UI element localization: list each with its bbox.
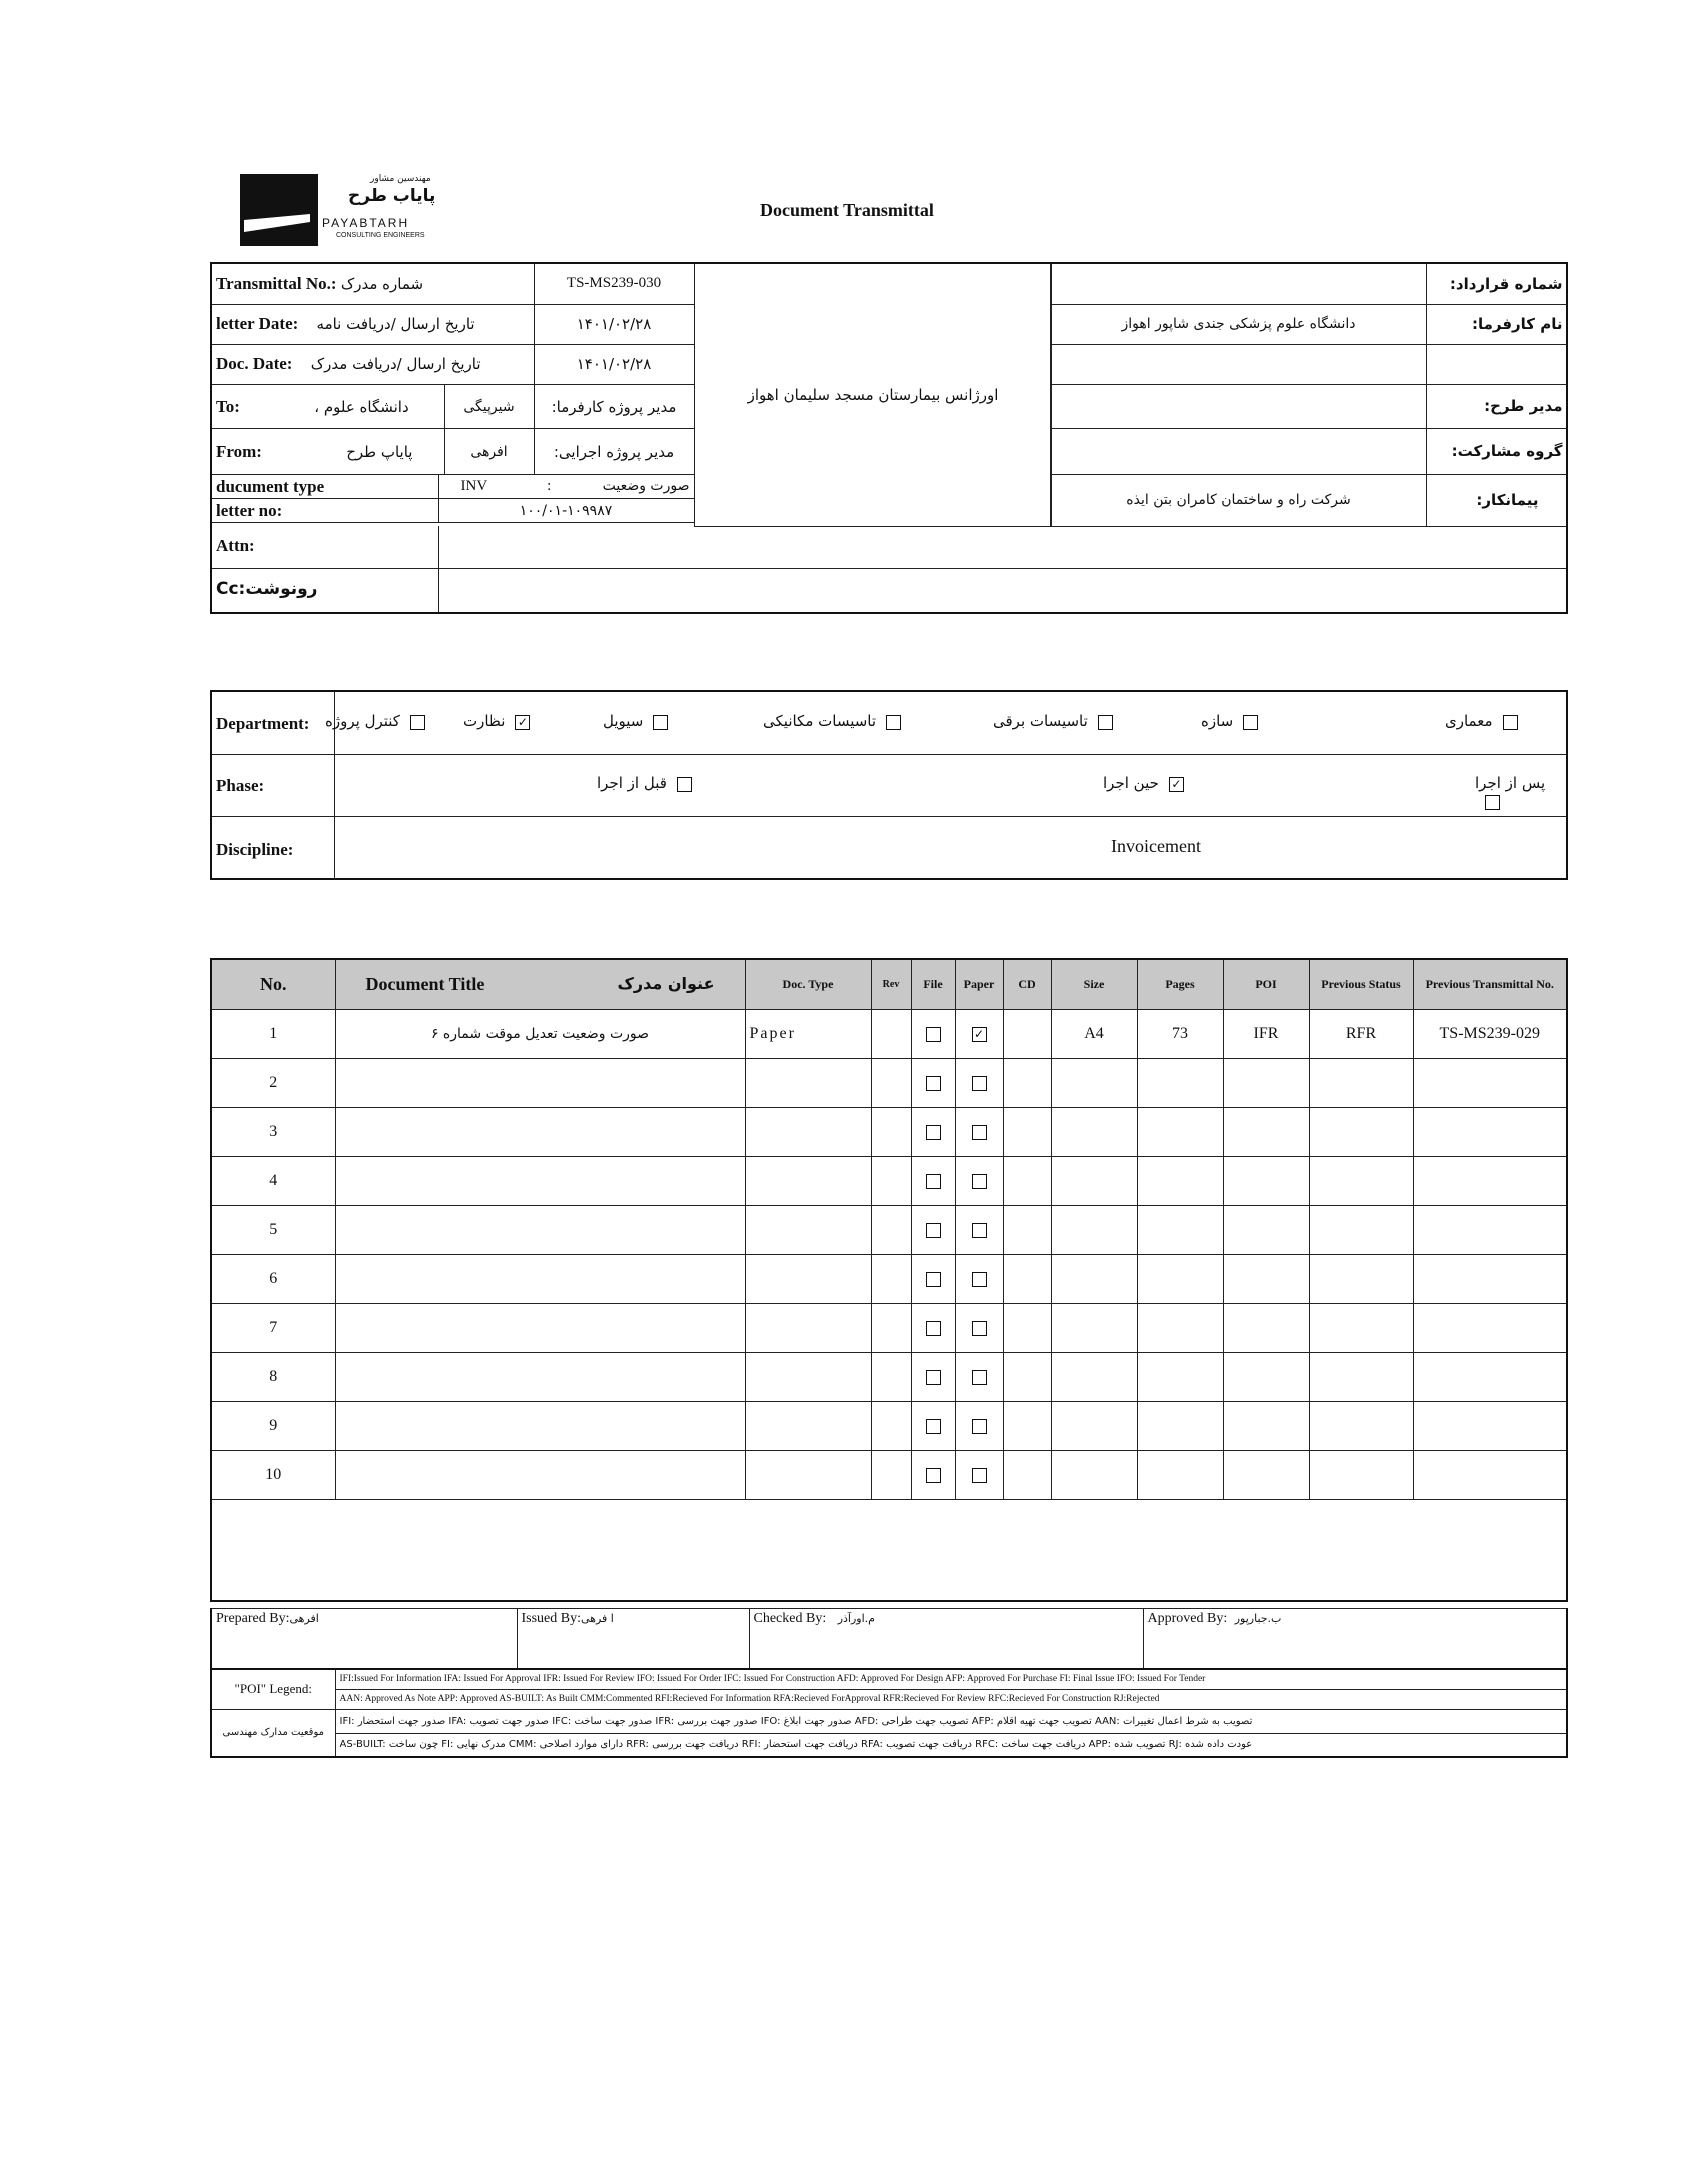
attn-value — [438, 526, 1567, 568]
cell-paper[interactable] — [955, 1401, 1003, 1450]
department-option-label: تاسیسات برقی — [993, 712, 1088, 730]
cell-size — [1051, 1058, 1137, 1107]
col-size: Size — [1051, 959, 1137, 1009]
phase-option[interactable] — [1475, 774, 1567, 811]
approved-by-cell — [1143, 1609, 1567, 1669]
to-cell — [212, 385, 444, 429]
paper-checkbox[interactable] — [972, 1076, 987, 1091]
cell-doc-type — [745, 1058, 871, 1107]
cell-rev — [871, 1058, 911, 1107]
file-checkbox[interactable] — [926, 1272, 941, 1287]
cell-poi — [1223, 1254, 1309, 1303]
header-to-from-table — [212, 384, 695, 475]
prepared-by-cell — [211, 1609, 517, 1669]
poi-legend-label: "POI" Legend: — [211, 1669, 335, 1709]
documents-table — [210, 958, 1568, 1602]
issued-by-cell — [517, 1609, 749, 1669]
logo-fa-top: مهندسین مشاور — [370, 174, 431, 184]
cell-paper[interactable] — [955, 1205, 1003, 1254]
approved-by-name: ب.جبارپور — [1234, 1612, 1282, 1625]
legend-line-1: IFI:Issued For Information IFA: Issued For Approval IFR: Issued For Review IFO: Issued For Order IFC: Issued For Construction AFD: Approved For Design AFP: Approved For Purchase FI: Final Issue IFO: Issued For Tender — [335, 1669, 1567, 1689]
paper-checkbox[interactable] — [972, 1223, 987, 1238]
table-row — [211, 1450, 1567, 1499]
cell-file[interactable] — [911, 1401, 955, 1450]
cell-size — [1051, 1205, 1137, 1254]
cell-cd — [1003, 1254, 1051, 1303]
department-option-label: سازه — [1201, 712, 1234, 730]
cell-no: 5 — [211, 1205, 335, 1254]
cell-cd — [1003, 1303, 1051, 1352]
cell-file[interactable] — [911, 1352, 955, 1401]
cell-pages — [1137, 1450, 1223, 1499]
cell-poi — [1223, 1058, 1309, 1107]
discipline-value: Invoicement — [1111, 836, 1201, 856]
doc-date-label: Doc. Date: — [216, 354, 293, 373]
transmittal-no-value: TS-MS239-030 — [534, 264, 694, 304]
col-rev: Rev — [871, 959, 911, 1009]
cell-prev-status — [1309, 1107, 1413, 1156]
cell-prev-status: RFR — [1309, 1009, 1413, 1058]
cell-size — [1051, 1107, 1137, 1156]
cell-file[interactable] — [911, 1205, 955, 1254]
cell-title — [335, 1156, 745, 1205]
cell-doc-type — [745, 1352, 871, 1401]
legend-table — [210, 1668, 1568, 1758]
letter-date-fa: تاریخ ارسال /دریافت نامه — [316, 315, 475, 333]
cell-title — [335, 1352, 745, 1401]
cell-poi — [1223, 1156, 1309, 1205]
cell-prev-status — [1309, 1352, 1413, 1401]
legend-line-2: AAN: Approved As Note APP: Approved AS-BUILT: As Built CMM:Commented RFI:Recieved For Information RFA:Recieved ForApproval RFR:Recieved For Review RFC:Recieved For Construction RJ:Rejected — [335, 1689, 1567, 1709]
cell-size: A4 — [1051, 1009, 1137, 1058]
cell-size — [1051, 1401, 1137, 1450]
attn-row — [212, 526, 1566, 569]
cell-size — [1051, 1352, 1137, 1401]
cc-value — [438, 568, 1567, 612]
doc-type-cell — [438, 475, 694, 499]
col-doc-type: Doc. Type — [745, 959, 871, 1009]
transmittal-no-fa: شماره مدرک — [340, 274, 424, 293]
logo-mark-icon — [240, 174, 318, 246]
cell-poi: IFR — [1223, 1009, 1309, 1058]
classification-block — [210, 690, 1568, 880]
table-row — [211, 1401, 1567, 1450]
phase-row — [212, 754, 1566, 817]
issued-by-label: Issued By: — [521, 1611, 581, 1626]
cell-doc-type — [745, 1401, 871, 1450]
cell-file[interactable] — [911, 1303, 955, 1352]
cell-no: 2 — [211, 1058, 335, 1107]
cell-cd — [1003, 1009, 1051, 1058]
file-checkbox[interactable] — [926, 1370, 941, 1385]
header-block — [210, 262, 1568, 614]
col-prev-transmittal: Previous Transmittal No. — [1413, 959, 1567, 1009]
cell-paper[interactable] — [955, 1352, 1003, 1401]
phase-option-label: قبل از اجرا — [597, 774, 667, 792]
phase-option[interactable] — [597, 774, 692, 793]
cell-file[interactable] — [911, 1058, 955, 1107]
legend-line-4: AS-BUILT: چون ساخت FI: مدرک نهایی CMM: دارای موارد اصلاحی RFR: دریافت جهت بررسی RFI: دریافت جهت استحضار RFA: دریافت جهت تصویب RFC: دریافت جهت ساخت APP: تصویب شده RJ: عودت داده شده — [335, 1733, 1567, 1757]
cell-prev-transmittal — [1413, 1107, 1567, 1156]
cell-title — [335, 1254, 745, 1303]
blank-row-right — [1427, 344, 1567, 384]
from-role: مدیر پروژه اجرایی: — [534, 429, 694, 475]
discipline-cell — [334, 816, 1567, 878]
paper-checkbox[interactable] — [972, 1419, 987, 1434]
department-option-label: سیویل — [603, 712, 644, 730]
cell-paper[interactable] — [955, 1254, 1003, 1303]
col-poi: POI — [1223, 959, 1309, 1009]
cell-rev — [871, 1156, 911, 1205]
department-option[interactable] — [463, 712, 530, 731]
designer-label: مدیر طرح: — [1427, 384, 1567, 428]
transmittal-no-label: Transmittal No.: — [216, 273, 337, 293]
cell-title — [335, 1450, 745, 1499]
to-label: To: — [216, 396, 240, 416]
attn-label: Attn: — [216, 536, 255, 555]
cell-poi — [1223, 1205, 1309, 1254]
col-paper: Paper — [955, 959, 1003, 1009]
documents-header-row — [211, 959, 1567, 1009]
paper-checkbox[interactable] — [972, 1174, 987, 1189]
cell-title — [335, 1107, 745, 1156]
page-title: Document Transmittal — [760, 200, 934, 220]
cell-doc-type — [745, 1450, 871, 1499]
department-label: Department: — [216, 714, 310, 733]
cell-prev-status — [1309, 1303, 1413, 1352]
cell-rev — [871, 1450, 911, 1499]
prepared-by-name: افرهی — [289, 1612, 319, 1625]
signatures-table — [210, 1608, 1568, 1670]
project-name: اورژانس بیمارستان مسجد سلیمان اهواز — [694, 264, 1052, 527]
cell-pages — [1137, 1205, 1223, 1254]
department-checkbox[interactable] — [410, 715, 425, 730]
department-checkbox[interactable] — [1243, 715, 1258, 730]
cell-size — [1051, 1450, 1137, 1499]
phase-options — [334, 754, 1567, 816]
doc-type-label: ducument type — [212, 475, 438, 499]
cell-prev-status — [1309, 1205, 1413, 1254]
cell-prev-status — [1309, 1058, 1413, 1107]
documents-body — [211, 1009, 1567, 1499]
paper-checkbox[interactable] — [972, 1272, 987, 1287]
doc-type-code: INV — [460, 478, 488, 494]
cell-poi — [1223, 1107, 1309, 1156]
file-checkbox[interactable] — [926, 1174, 941, 1189]
cell-title — [335, 1401, 745, 1450]
client-value: دانشگاه علوم پزشکی جندی شاپور اهواز — [1051, 304, 1427, 344]
designer-value — [1051, 384, 1427, 428]
letter-date-value: ۱۴۰۱/۰۲/۲۸ — [534, 304, 694, 344]
col-prev-status: Previous Status — [1309, 959, 1413, 1009]
cell-paper[interactable] — [955, 1156, 1003, 1205]
to-value: دانشگاه علوم ، — [314, 397, 409, 416]
cell-title — [335, 1058, 745, 1107]
cell-no: 8 — [211, 1352, 335, 1401]
cell-poi — [1223, 1401, 1309, 1450]
cell-no: 4 — [211, 1156, 335, 1205]
cell-prev-transmittal — [1413, 1352, 1567, 1401]
doc-date-fa: تاریخ ارسال /دریافت مدرک — [310, 355, 481, 373]
doc-type-sep: : — [547, 478, 552, 494]
cell-rev — [871, 1303, 911, 1352]
cell-prev-transmittal — [1413, 1156, 1567, 1205]
table-row — [211, 1009, 1567, 1058]
logo-fa-name: پایاب طرح — [348, 186, 436, 206]
file-checkbox[interactable] — [926, 1125, 941, 1140]
notes-cell — [211, 1499, 1567, 1601]
department-options — [325, 692, 1567, 754]
letter-date-label-cell — [212, 304, 534, 344]
cell-title — [335, 1303, 745, 1352]
cell-title: صورت وضعیت تعدیل موقت شماره ۶ — [335, 1009, 745, 1058]
col-title — [335, 959, 745, 1009]
cell-no: 1 — [211, 1009, 335, 1058]
cell-doc-type — [745, 1254, 871, 1303]
to-person: شیرپیگی — [444, 385, 534, 429]
department-option[interactable] — [1445, 712, 1518, 731]
cell-pages — [1137, 1352, 1223, 1401]
cell-pages — [1137, 1303, 1223, 1352]
cell-cd — [1003, 1156, 1051, 1205]
cc-row — [212, 568, 1566, 612]
col-no: No. — [211, 959, 335, 1009]
cell-prev-status — [1309, 1450, 1413, 1499]
department-checkbox[interactable] — [1503, 715, 1518, 730]
cell-pages — [1137, 1156, 1223, 1205]
to-role: مدیر پروژه کارفرما: — [534, 385, 694, 429]
letter-date-label: letter Date: — [216, 314, 299, 333]
cell-doc-type: Paper — [745, 1009, 871, 1058]
from-value: پایاپ طرح — [346, 442, 413, 461]
cell-prev-status — [1309, 1254, 1413, 1303]
col-file: File — [911, 959, 955, 1009]
cell-cd — [1003, 1401, 1051, 1450]
discipline-row — [212, 816, 1566, 878]
paper-checkbox[interactable] — [972, 1468, 987, 1483]
cell-paper[interactable] — [955, 1450, 1003, 1499]
cell-paper[interactable] — [955, 1058, 1003, 1107]
cell-paper[interactable] — [955, 1107, 1003, 1156]
doc-date-value: ۱۴۰۱/۰۲/۲۸ — [534, 344, 694, 384]
table-row — [211, 1352, 1567, 1401]
table-row — [211, 1156, 1567, 1205]
table-row — [211, 1058, 1567, 1107]
cell-size — [1051, 1303, 1137, 1352]
cc-label: Cc:رونوشت — [216, 579, 318, 599]
cell-prev-transmittal — [1413, 1450, 1567, 1499]
cell-prev-transmittal — [1413, 1205, 1567, 1254]
table-row — [211, 1254, 1567, 1303]
issued-by-name: ا فرهی — [581, 1612, 614, 1625]
table-row — [211, 1205, 1567, 1254]
cell-size — [1051, 1254, 1137, 1303]
cell-prev-transmittal — [1413, 1058, 1567, 1107]
letter-no-value: ۱۰۰/۰۱-۱۰۹۹۸۷ — [438, 499, 694, 523]
cell-paper[interactable] — [955, 1303, 1003, 1352]
col-pages: Pages — [1137, 959, 1223, 1009]
cell-file[interactable] — [911, 1254, 955, 1303]
cell-doc-type — [745, 1156, 871, 1205]
department-checkbox[interactable]: ✓ — [515, 715, 530, 730]
cell-poi — [1223, 1303, 1309, 1352]
company-logo — [240, 174, 440, 246]
contract-no-value — [1051, 264, 1427, 304]
cell-prev-transmittal — [1413, 1303, 1567, 1352]
client-label: نام کارفرما: — [1427, 304, 1567, 344]
phase-checkbox[interactable] — [1485, 795, 1500, 810]
cell-doc-type — [745, 1107, 871, 1156]
cell-size — [1051, 1156, 1137, 1205]
file-checkbox[interactable] — [926, 1223, 941, 1238]
cell-rev — [871, 1009, 911, 1058]
department-row — [212, 692, 1566, 755]
cell-rev — [871, 1254, 911, 1303]
letter-no-label: letter no: — [212, 499, 438, 523]
contractor-value: شرکت راه و ساختمان کامران بتن ایذه — [1051, 474, 1427, 526]
logo-en-name: PAYABTARH — [322, 216, 410, 230]
cell-no: 10 — [211, 1450, 335, 1499]
cell-pages — [1137, 1401, 1223, 1450]
cell-rev — [871, 1401, 911, 1450]
partner-label: گروه مشارکت: — [1427, 428, 1567, 474]
cell-title — [335, 1205, 745, 1254]
cell-file[interactable] — [911, 1450, 955, 1499]
partner-value — [1051, 428, 1427, 474]
documents-notes-row — [211, 1499, 1567, 1601]
phase-label: Phase: — [216, 776, 265, 795]
cell-rev — [871, 1352, 911, 1401]
header-doctype-table — [212, 474, 695, 523]
cell-cd — [1003, 1205, 1051, 1254]
cell-poi — [1223, 1352, 1309, 1401]
table-row — [211, 1107, 1567, 1156]
prepared-by-label: Prepared By: — [216, 1611, 290, 1626]
paper-checkbox[interactable]: ✓ — [972, 1027, 987, 1042]
from-label: From: — [216, 441, 262, 461]
checked-by-name: م.اورآذر — [837, 1612, 875, 1625]
cell-poi — [1223, 1450, 1309, 1499]
cell-cd — [1003, 1107, 1051, 1156]
cell-rev — [871, 1107, 911, 1156]
table-row — [211, 1303, 1567, 1352]
phase-checkbox[interactable] — [677, 777, 692, 792]
from-cell — [212, 429, 444, 475]
cell-pages — [1137, 1107, 1223, 1156]
phase-option-label: حین اجرا — [1103, 774, 1159, 792]
col-cd: CD — [1003, 959, 1051, 1009]
file-checkbox[interactable] — [926, 1468, 941, 1483]
cell-pages — [1137, 1058, 1223, 1107]
department-checkbox[interactable] — [1098, 715, 1113, 730]
cell-rev — [871, 1205, 911, 1254]
cell-file[interactable] — [911, 1156, 955, 1205]
cell-paper[interactable] — [955, 1009, 1003, 1058]
cell-cd — [1003, 1450, 1051, 1499]
legend-line-3: IFI: صدور جهت استحضار IFA: صدور جهت تصویب IFC: صدور جهت ساخت IFR: صدور جهت بررسی IFO: صدور جهت ابلاغ AFD: تصویب جهت طراحی AFP: تصویب جهت تهیه اقلام AAN: تصویب به شرط اعمال تغییرات — [335, 1709, 1567, 1733]
approved-by-label: Approved By: — [1147, 1611, 1228, 1626]
department-option[interactable] — [763, 712, 901, 731]
cell-no: 6 — [211, 1254, 335, 1303]
cell-doc-type — [745, 1205, 871, 1254]
file-checkbox[interactable] — [926, 1027, 941, 1042]
cell-prev-status — [1309, 1401, 1413, 1450]
blank-row-left — [1051, 344, 1427, 384]
header-left-table — [212, 264, 695, 385]
legend-fa-label: موقعیت مدارک مهندسی — [211, 1709, 335, 1757]
contract-no-label: شماره قرارداد: — [1427, 264, 1567, 304]
col-title-fa: عنوان مدرک — [617, 973, 715, 993]
file-checkbox[interactable] — [926, 1419, 941, 1434]
department-option-label: معماری — [1445, 712, 1493, 730]
cell-file[interactable] — [911, 1009, 955, 1058]
department-option[interactable] — [603, 712, 668, 731]
doc-date-label-cell — [212, 344, 534, 384]
department-checkbox[interactable] — [886, 715, 901, 730]
file-checkbox[interactable] — [926, 1076, 941, 1091]
from-person: افرهی — [444, 429, 534, 475]
doc-type-fa: صورت وضعیت — [602, 478, 690, 494]
cell-pages: 73 — [1137, 1009, 1223, 1058]
checked-by-cell — [749, 1609, 1143, 1669]
transmittal-no-label-cell — [212, 264, 534, 304]
contractor-label: پیمانکار: — [1427, 474, 1567, 526]
cell-prev-transmittal: TS-MS239-029 — [1413, 1009, 1567, 1058]
department-option-label: نظارت — [463, 712, 506, 730]
phase-checkbox[interactable]: ✓ — [1169, 777, 1184, 792]
department-option[interactable] — [993, 712, 1113, 731]
phase-option-label: پس از اجرا — [1475, 774, 1546, 792]
paper-checkbox[interactable] — [972, 1125, 987, 1140]
col-title-en: Document Title — [365, 973, 485, 994]
department-option-label: کنترل پروژه — [325, 712, 400, 730]
department-option[interactable] — [325, 712, 425, 731]
header-right-table — [1050, 264, 1567, 527]
department-checkbox[interactable] — [653, 715, 668, 730]
logo-en-sub: CONSULTING ENGINEERS — [336, 232, 425, 239]
file-checkbox[interactable] — [926, 1321, 941, 1336]
cell-doc-type — [745, 1303, 871, 1352]
cell-file[interactable] — [911, 1107, 955, 1156]
cell-cd — [1003, 1352, 1051, 1401]
cell-cd — [1003, 1058, 1051, 1107]
cell-prev-transmittal — [1413, 1401, 1567, 1450]
department-option-label: تاسیسات مکانیکی — [763, 712, 877, 730]
cell-no: 9 — [211, 1401, 335, 1450]
cell-no: 3 — [211, 1107, 335, 1156]
cell-pages — [1137, 1254, 1223, 1303]
discipline-label: Discipline: — [216, 840, 294, 859]
department-option[interactable] — [1201, 712, 1258, 731]
paper-checkbox[interactable] — [972, 1321, 987, 1336]
cell-prev-status — [1309, 1156, 1413, 1205]
phase-option[interactable] — [1103, 774, 1184, 793]
checked-by-label: Checked By: — [753, 1611, 827, 1626]
paper-checkbox[interactable] — [972, 1370, 987, 1385]
cell-prev-transmittal — [1413, 1254, 1567, 1303]
cell-no: 7 — [211, 1303, 335, 1352]
